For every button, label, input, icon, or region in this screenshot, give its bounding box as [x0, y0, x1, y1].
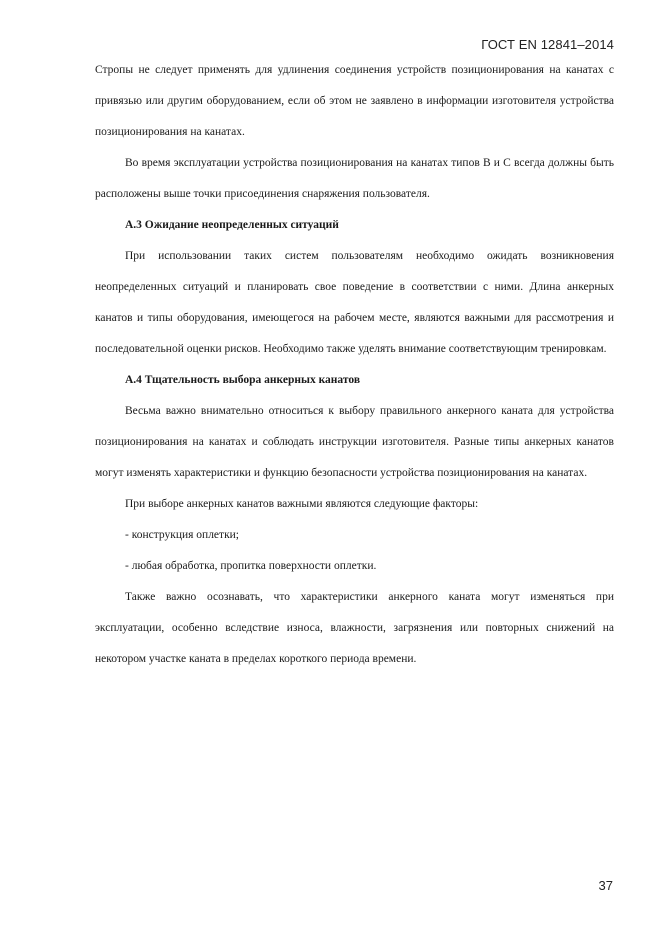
- page-number: 37: [598, 878, 613, 893]
- paragraph-factors-intro: При выборе анкерных канатов важными являются следующие факторы:: [125, 498, 479, 510]
- section-heading-a4: А.4 Тщательность выбора анкерных канатов: [125, 374, 361, 386]
- paragraph-slings: Стропы не следует применять для удлинения соединения устройств позиционирования на канатах с привязью или другим оборудованием, если об этом не заявлено в информации изготовителя устройства позиционирования на канатах.: [95, 64, 614, 138]
- paragraph-rope-selection: Весьма важно внимательно относиться к выбору правильного анкерного каната для устройства позиционирования на канатах и соблюдать инструкции изготовителя. Разные типы анкерных канатов могут изменять характеристики и функцию безопасности устройства позиционирования на канатах.: [95, 405, 614, 479]
- document-body: [95, 55, 614, 675]
- paragraph-operation: Во время эксплуатации устройства позиционирования на канатах типов В и С всегда должны быть расположены выше точки присоединения снаряжения пользователя.: [95, 157, 614, 200]
- paragraph-rope-characteristics: Также важно осознавать, что характеристики анкерного каната могут изменяться при эксплуатации, особенно вследствие износа, влажности, загрязнения или повторных снижений на некотором участке каната в пределах короткого периода времени.: [95, 591, 614, 665]
- document-header: ГОСТ EN 12841–2014: [481, 37, 614, 52]
- paragraph-uncertain-situations: При использовании таких систем пользователям необходимо ожидать возникновения неопределенных ситуаций и планировать свое поведение в соответствии с ними. Длина анкерных канатов и типы оборудования, имеющегося на рабочем месте, являются важными для рассмотрения и последовательной оценки рисков. Необходимо также уделять внимание соответствующим тренировкам.: [95, 250, 614, 355]
- section-heading-a3: А.3 Ожидание неопределенных ситуаций: [125, 219, 339, 231]
- list-item-sheath-treatment: - любая обработка, пропитка поверхности оплетки.: [125, 560, 377, 572]
- list-item-sheath-construction: - конструкция оплетки;: [125, 529, 240, 541]
